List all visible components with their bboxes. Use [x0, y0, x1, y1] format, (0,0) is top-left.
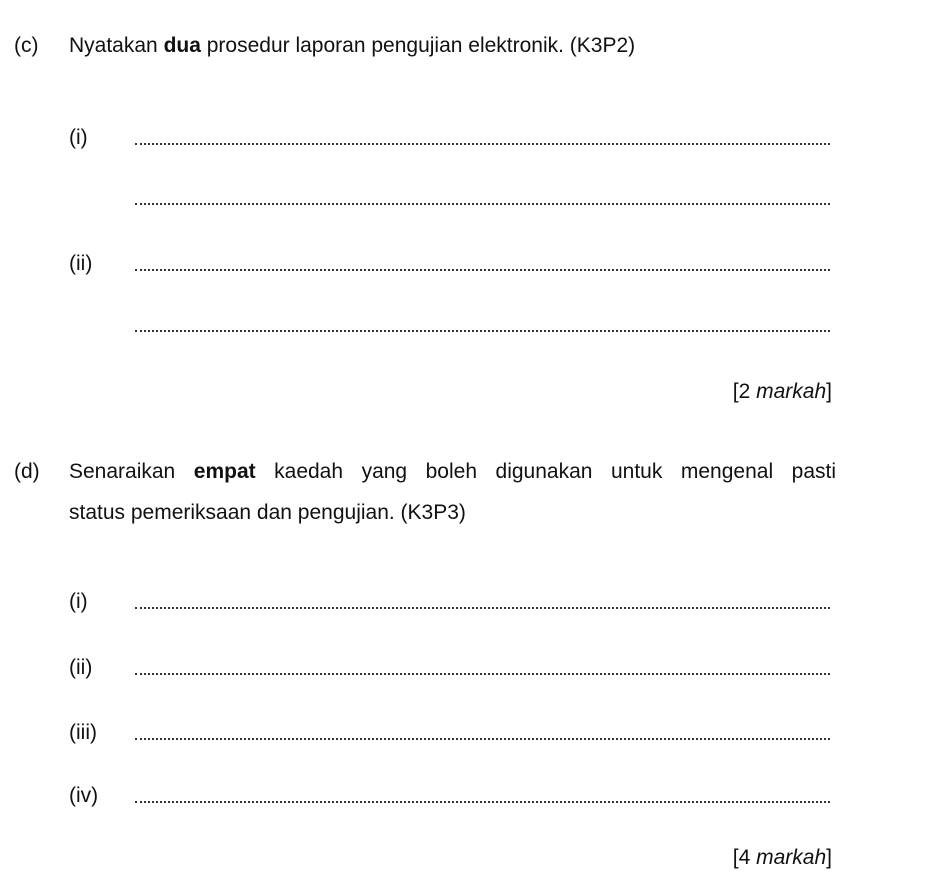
question-c-text-before: Nyatakan [69, 34, 164, 57]
question-d-answer-2-label: (ii) [69, 656, 93, 679]
question-d-answer-1-label: (i) [69, 590, 88, 613]
question-c-answer-2-line-2[interactable] [135, 330, 830, 332]
question-c-answer-1-line-1[interactable] [135, 143, 830, 145]
question-d-marks-open: [4 [732, 846, 757, 869]
question-d-line1-bold: empat [193, 460, 256, 483]
question-c-label: (c) [14, 34, 39, 57]
question-c-answer-2-label: (ii) [69, 252, 93, 275]
question-c-text-bold: dua [163, 34, 201, 57]
question-d-answer-2-line[interactable] [135, 673, 830, 675]
question-d-marks [733, 846, 832, 870]
question-d-answer-4-line[interactable] [135, 801, 830, 803]
question-c-marks [733, 380, 832, 404]
question-d-marks-italic: markah [756, 846, 827, 869]
question-d-label: (d) [14, 460, 40, 483]
question-d-text-line-1 [69, 460, 836, 484]
question-d-line1-after: kaedah yang boleh digunakan untuk mengenal pasti [255, 460, 836, 483]
question-c-marks-italic: markah [756, 380, 827, 403]
question-c-text-after: prosedur laporan pengujian elektronik. (K3P2) [200, 34, 636, 57]
question-d-answer-1-line[interactable] [135, 607, 830, 609]
question-c-marks-open: [2 [732, 380, 757, 403]
question-c-marks-close: ] [826, 380, 832, 403]
question-c-answer-1-line-2[interactable] [135, 203, 830, 205]
question-d-line1-before: Senaraikan [69, 460, 194, 483]
question-c-answer-2-line-1[interactable] [135, 269, 830, 271]
question-d-marks-close: ] [826, 846, 832, 869]
question-d-text-line-2: status pemeriksaan dan pengujian. (K3P3) [69, 501, 466, 524]
question-c-text [69, 34, 635, 58]
question-d-answer-3-line[interactable] [135, 738, 830, 740]
question-d-answer-4-label: (iv) [69, 784, 99, 807]
question-d-answer-3-label: (iii) [69, 721, 97, 744]
question-c-answer-1-label: (i) [69, 126, 88, 149]
